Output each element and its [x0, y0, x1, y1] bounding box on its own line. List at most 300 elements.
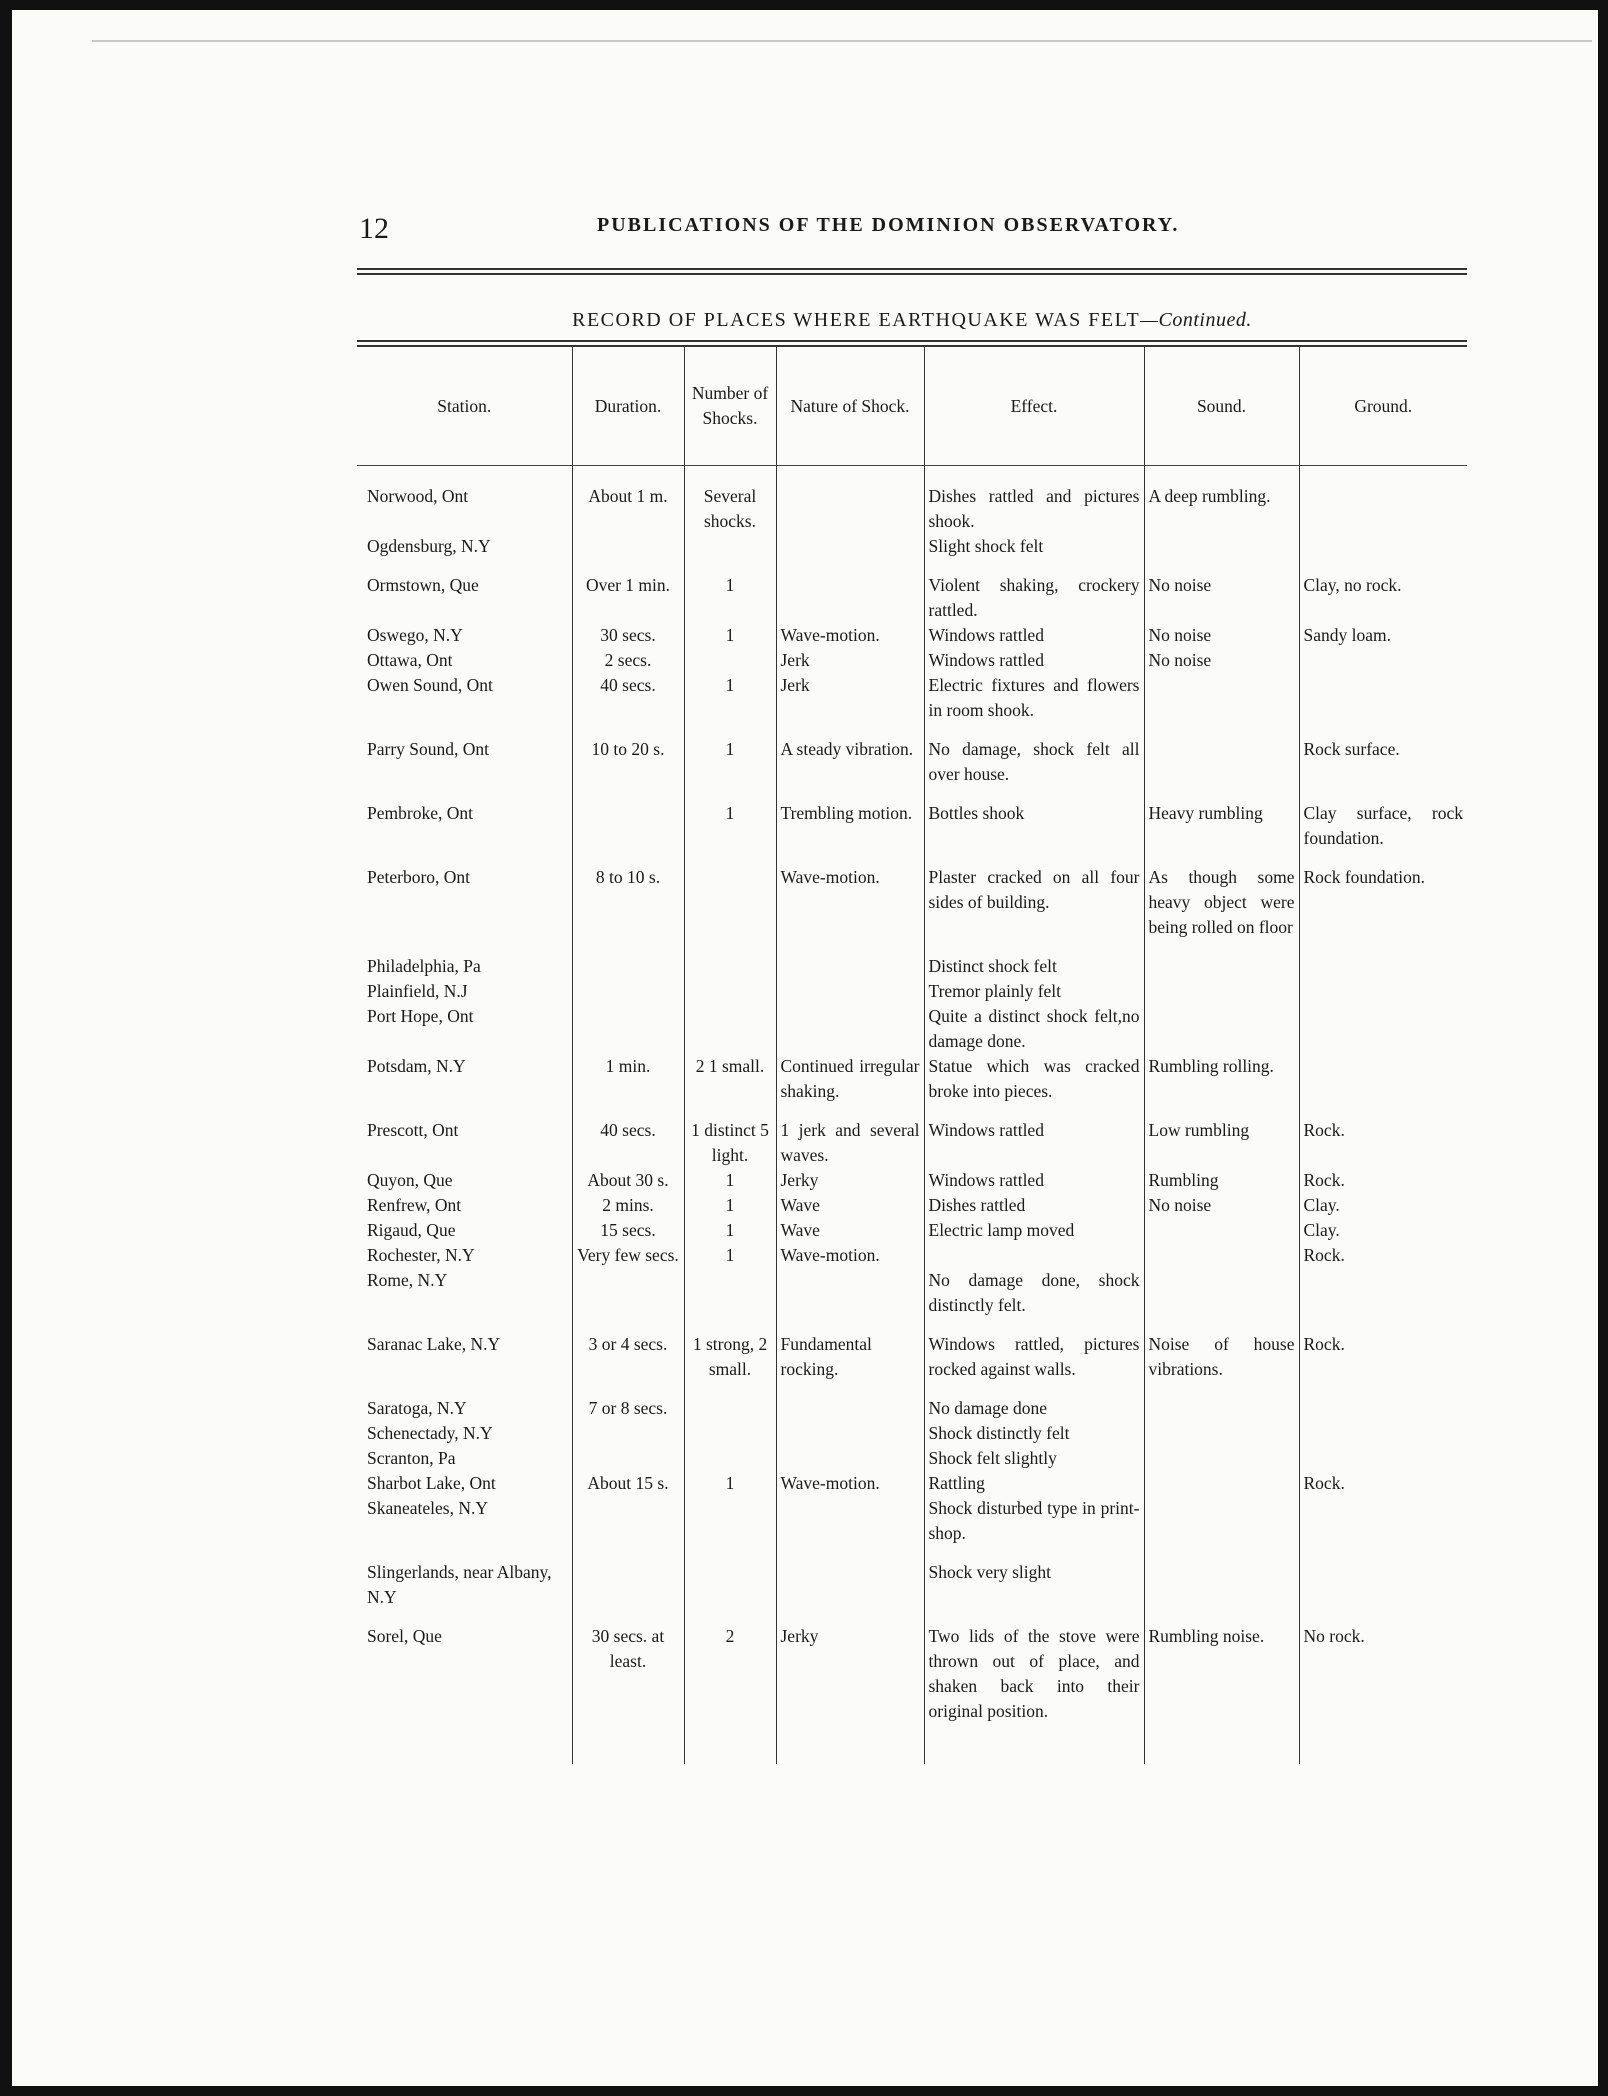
- spacer-cell: [1299, 723, 1467, 737]
- sound-cell: No noise: [1144, 1193, 1299, 1218]
- table-row: [357, 466, 1467, 535]
- duration-cell: [572, 954, 684, 979]
- effect-cell: Rattling: [924, 1471, 1144, 1496]
- duration-cell: 40 secs.: [572, 673, 684, 723]
- spacer-cell: [1299, 1610, 1467, 1624]
- sound-cell: [1144, 954, 1299, 979]
- duration-cell: 8 to 10 s.: [572, 865, 684, 940]
- page-number: 12: [359, 212, 389, 245]
- shocks-cell: [684, 1496, 776, 1546]
- spacer-cell: [924, 787, 1144, 801]
- spacer-cell: [776, 851, 924, 865]
- station-cell: Ogdensburg, N.Y: [367, 536, 491, 556]
- nature-cell: [776, 1560, 924, 1610]
- ground-cell: Rock foundation.: [1299, 865, 1467, 940]
- row-spacer: [357, 559, 1467, 573]
- spacer-cell: [1299, 787, 1467, 801]
- spacer-cell: [572, 1382, 684, 1396]
- table-row: [357, 1193, 1467, 1218]
- effect-cell: No damage done: [924, 1396, 1144, 1421]
- earthquake-record-table: [357, 340, 1467, 1764]
- nature-cell: Wave-motion.: [776, 1471, 924, 1496]
- spacer-cell: [684, 1104, 776, 1118]
- shocks-cell: 1: [684, 1471, 776, 1496]
- table-row: [357, 979, 1467, 1004]
- effect-cell: Quite a distinct shock felt,no damage done.: [924, 1004, 1144, 1054]
- spacer-cell: [776, 1546, 924, 1560]
- duration-cell: [572, 801, 684, 851]
- effect-cell: Dishes rattled: [924, 1193, 1144, 1218]
- effect-cell: No damage, shock felt all over house.: [924, 737, 1144, 787]
- shocks-cell: 1: [684, 1193, 776, 1218]
- row-spacer: [357, 1546, 1467, 1560]
- station-cell: Potsdam, N.Y: [367, 1056, 466, 1076]
- ground-cell: [1299, 466, 1467, 535]
- spacer-cell: [1144, 1610, 1299, 1624]
- scanned-page: [12, 10, 1598, 2086]
- nature-cell: [776, 1004, 924, 1054]
- effect-cell: Windows rattled: [924, 648, 1144, 673]
- duration-cell: 3 or 4 secs.: [572, 1332, 684, 1382]
- duration-cell: [572, 1560, 684, 1610]
- table-row: [357, 1118, 1467, 1168]
- ground-cell: [1299, 648, 1467, 673]
- row-spacer: [357, 1104, 1467, 1118]
- ground-cell: Clay.: [1299, 1218, 1467, 1243]
- sound-cell: [1144, 673, 1299, 723]
- spacer-cell: [357, 1546, 572, 1560]
- station-cell: Norwood, Ont: [367, 486, 469, 506]
- ground-cell: Rock.: [1299, 1168, 1467, 1193]
- effect-cell: Plaster cracked on all four sides of building.: [924, 865, 1144, 940]
- spacer-cell: [357, 559, 572, 573]
- shocks-cell: [684, 1560, 776, 1610]
- spacer-cell: [684, 1724, 776, 1764]
- spacer-cell: [924, 559, 1144, 573]
- running-head: PUBLICATIONS OF THE DOMINION OBSERVATORY.: [597, 214, 1180, 236]
- station-cell: Quyon, Que: [367, 1170, 453, 1190]
- effect-cell: Bottles shook: [924, 801, 1144, 851]
- duration-cell: About 15 s.: [572, 1471, 684, 1496]
- duration-cell: Very few secs.: [572, 1243, 684, 1268]
- row-spacer: [357, 1382, 1467, 1396]
- table-row: [357, 534, 1467, 559]
- ground-cell: Rock.: [1299, 1118, 1467, 1168]
- spacer-cell: [924, 1546, 1144, 1560]
- table-row: [357, 1268, 1467, 1318]
- station-cell: Skaneateles, N.Y: [367, 1498, 489, 1518]
- station-cell: Sharbot Lake, Ont: [367, 1473, 496, 1493]
- station-cell: Saranac Lake, N.Y: [367, 1334, 501, 1354]
- shocks-cell: 1: [684, 801, 776, 851]
- spacer-cell: [776, 1724, 924, 1764]
- effect-cell: [924, 1243, 1144, 1268]
- spacer-cell: [572, 1104, 684, 1118]
- effect-cell: No damage done, shock distinctly felt.: [924, 1268, 1144, 1318]
- spacer-cell: [684, 787, 776, 801]
- duration-cell: [572, 1004, 684, 1054]
- spacer-cell: [357, 1610, 572, 1624]
- nature-cell: Continued irregular shaking.: [776, 1054, 924, 1104]
- spacer-cell: [684, 851, 776, 865]
- shocks-cell: 1 strong, 2 small.: [684, 1332, 776, 1382]
- effect-cell: Statue which was cracked broke into pieces.: [924, 1054, 1144, 1104]
- station-cell: Owen Sound, Ont: [367, 675, 493, 695]
- spacer-cell: [1144, 559, 1299, 573]
- shocks-cell: [684, 1396, 776, 1421]
- nature-cell: [776, 573, 924, 623]
- ground-cell: [1299, 534, 1467, 559]
- table-row: [357, 1004, 1467, 1054]
- ground-cell: [1299, 1560, 1467, 1610]
- sound-cell: Rumbling rolling.: [1144, 1054, 1299, 1104]
- spacer-cell: [357, 1382, 572, 1396]
- station-cell: Rigaud, Que: [367, 1220, 456, 1240]
- shocks-cell: 1: [684, 623, 776, 648]
- shocks-cell: 2 1 small.: [684, 1054, 776, 1104]
- shocks-cell: [684, 1268, 776, 1318]
- nature-cell: [776, 1421, 924, 1446]
- ground-cell: [1299, 1054, 1467, 1104]
- station-cell: Peterboro, Ont: [367, 867, 471, 887]
- station-cell: Schenectady, N.Y: [367, 1423, 493, 1443]
- duration-cell: 10 to 20 s.: [572, 737, 684, 787]
- effect-cell: Windows rattled: [924, 1118, 1144, 1168]
- table-row: [357, 648, 1467, 673]
- spacer-cell: [1144, 940, 1299, 954]
- table-row: [357, 1446, 1467, 1471]
- shocks-cell: 1: [684, 673, 776, 723]
- spacer-cell: [1299, 1382, 1467, 1396]
- sound-cell: [1144, 979, 1299, 1004]
- spacer-cell: [1299, 1724, 1467, 1764]
- shocks-cell: 1: [684, 737, 776, 787]
- table-body: [357, 466, 1467, 1765]
- station-cell: Ormstown, Que: [367, 575, 479, 595]
- effect-cell: Distinct shock felt: [924, 954, 1144, 979]
- sound-cell: Low rumbling: [1144, 1118, 1299, 1168]
- sound-cell: [1144, 1560, 1299, 1610]
- spacer-cell: [924, 1318, 1144, 1332]
- table-row: [357, 623, 1467, 648]
- station-cell: Sorel, Que: [367, 1626, 442, 1646]
- table-row: [357, 1243, 1467, 1268]
- table-bottom-space: [357, 1724, 1467, 1764]
- spacer-cell: [924, 1104, 1144, 1118]
- spacer-cell: [776, 1610, 924, 1624]
- table-row: [357, 1396, 1467, 1421]
- sound-cell: [1144, 737, 1299, 787]
- effect-cell: Two lids of the stove were thrown out of place, and shaken back into their original position.: [924, 1624, 1144, 1724]
- sound-cell: [1144, 1446, 1299, 1471]
- spacer-cell: [684, 1318, 776, 1332]
- shocks-cell: [684, 648, 776, 673]
- spacer-cell: [572, 559, 684, 573]
- shocks-cell: [684, 979, 776, 1004]
- row-spacer: [357, 851, 1467, 865]
- column-header-station: Station.: [357, 346, 572, 466]
- ground-cell: [1299, 1004, 1467, 1054]
- duration-cell: [572, 1446, 684, 1471]
- spacer-cell: [1144, 1546, 1299, 1560]
- sound-cell: Rumbling: [1144, 1168, 1299, 1193]
- duration-cell: 30 secs. at least.: [572, 1624, 684, 1724]
- effect-cell: Windows rattled: [924, 623, 1144, 648]
- table-row: [357, 737, 1467, 787]
- ground-cell: [1299, 979, 1467, 1004]
- ground-cell: Rock.: [1299, 1332, 1467, 1382]
- station-cell: Renfrew, Ont: [367, 1195, 462, 1215]
- spacer-cell: [776, 1382, 924, 1396]
- sound-cell: [1144, 1243, 1299, 1268]
- nature-cell: Jerk: [776, 673, 924, 723]
- duration-cell: About 1 m.: [572, 466, 684, 535]
- spacer-cell: [924, 851, 1144, 865]
- spacer-cell: [1299, 940, 1467, 954]
- spacer-cell: [357, 723, 572, 737]
- nature-cell: [776, 1446, 924, 1471]
- spacer-cell: [924, 1382, 1144, 1396]
- spacer-cell: [357, 1318, 572, 1332]
- table-title-suffix: —Continued.: [1140, 309, 1252, 331]
- station-cell: Rochester, N.Y: [367, 1245, 475, 1265]
- effect-cell: Shock felt slightly: [924, 1446, 1144, 1471]
- sound-cell: Rumbling noise.: [1144, 1624, 1299, 1724]
- table-row: [357, 1496, 1467, 1546]
- spacer-cell: [684, 723, 776, 737]
- shocks-cell: [684, 534, 776, 559]
- spacer-cell: [1299, 1104, 1467, 1118]
- ground-cell: [1299, 1421, 1467, 1446]
- effect-cell: Shock very slight: [924, 1560, 1144, 1610]
- ground-cell: [1299, 1496, 1467, 1546]
- duration-cell: 40 secs.: [572, 1118, 684, 1168]
- spacer-cell: [1144, 1318, 1299, 1332]
- column-header-effect: Effect.: [924, 346, 1144, 466]
- spacer-cell: [1144, 787, 1299, 801]
- spacer-cell: [572, 1318, 684, 1332]
- spacer-cell: [684, 1382, 776, 1396]
- nature-cell: Jerky: [776, 1168, 924, 1193]
- table-row: [357, 1332, 1467, 1382]
- header-rule: [357, 268, 1467, 275]
- spacer-cell: [1144, 1104, 1299, 1118]
- spacer-cell: [572, 1546, 684, 1560]
- spacer-cell: [924, 723, 1144, 737]
- duration-cell: [572, 1268, 684, 1318]
- spacer-cell: [1144, 851, 1299, 865]
- duration-cell: 1 min.: [572, 1054, 684, 1104]
- table-row: [357, 801, 1467, 851]
- station-cell: Pembroke, Ont: [367, 803, 473, 823]
- sound-cell: [1144, 1421, 1299, 1446]
- spacer-cell: [1144, 1724, 1299, 1764]
- shocks-cell: [684, 865, 776, 940]
- effect-cell: Slight shock felt: [924, 534, 1144, 559]
- sound-cell: A deep rumbling.: [1144, 466, 1299, 535]
- spacer-cell: [776, 559, 924, 573]
- station-cell: Slingerlands, near Albany, N.Y: [367, 1562, 552, 1607]
- nature-cell: [776, 466, 924, 535]
- duration-cell: [572, 979, 684, 1004]
- shocks-cell: [684, 954, 776, 979]
- ground-cell: Rock surface.: [1299, 737, 1467, 787]
- effect-cell: Electric lamp moved: [924, 1218, 1144, 1243]
- nature-cell: [776, 1268, 924, 1318]
- shocks-cell: 1: [684, 1168, 776, 1193]
- ground-cell: [1299, 1446, 1467, 1471]
- ground-cell: Clay.: [1299, 1193, 1467, 1218]
- row-spacer: [357, 1318, 1467, 1332]
- duration-cell: Over 1 min.: [572, 573, 684, 623]
- spacer-cell: [924, 1610, 1144, 1624]
- nature-cell: [776, 1496, 924, 1546]
- spacer-cell: [572, 1724, 684, 1764]
- spacer-cell: [776, 787, 924, 801]
- duration-cell: 2 mins.: [572, 1193, 684, 1218]
- column-header-sound: Sound.: [1144, 346, 1299, 466]
- effect-cell: Shock disturbed type in print-shop.: [924, 1496, 1144, 1546]
- spacer-cell: [776, 940, 924, 954]
- station-cell: Scranton, Pa: [367, 1448, 456, 1468]
- spacer-cell: [1299, 851, 1467, 865]
- station-cell: Rome, N.Y: [367, 1270, 448, 1290]
- spacer-cell: [357, 787, 572, 801]
- ground-cell: Clay, no rock.: [1299, 573, 1467, 623]
- ground-cell: [1299, 1268, 1467, 1318]
- station-cell: Oswego, N.Y: [367, 625, 463, 645]
- sound-cell: [1144, 1268, 1299, 1318]
- sound-cell: [1144, 1004, 1299, 1054]
- page-content: [357, 190, 1467, 1764]
- column-header-duration: Duration.: [572, 346, 684, 466]
- station-cell: Port Hope, Ont: [367, 1006, 474, 1026]
- shocks-cell: 1: [684, 1218, 776, 1243]
- ground-cell: [1299, 1396, 1467, 1421]
- nature-cell: Wave-motion.: [776, 865, 924, 940]
- shocks-cell: 1: [684, 573, 776, 623]
- nature-cell: Trembling motion.: [776, 801, 924, 851]
- sound-cell: [1144, 1396, 1299, 1421]
- table-row: [357, 573, 1467, 623]
- ground-cell: No rock.: [1299, 1624, 1467, 1724]
- table-title-text: RECORD OF PLACES WHERE EARTHQUAKE WAS FELT: [572, 309, 1141, 331]
- table-row: [357, 1560, 1467, 1610]
- effect-cell: Windows rattled: [924, 1168, 1144, 1193]
- column-header-row: [357, 346, 1467, 466]
- shocks-cell: 2: [684, 1624, 776, 1724]
- table-title: [357, 309, 1467, 332]
- nature-cell: Wave: [776, 1218, 924, 1243]
- column-header-ground: Ground.: [1299, 346, 1467, 466]
- spacer-cell: [1299, 559, 1467, 573]
- spacer-cell: [572, 787, 684, 801]
- sound-cell: No noise: [1144, 623, 1299, 648]
- spacer-cell: [924, 940, 1144, 954]
- spacer-cell: [572, 940, 684, 954]
- effect-cell: Shock distinctly felt: [924, 1421, 1144, 1446]
- spacer-cell: [776, 723, 924, 737]
- spacer-cell: [1144, 1382, 1299, 1396]
- duration-cell: [572, 1496, 684, 1546]
- column-header-nature: Nature of Shock.: [776, 346, 924, 466]
- nature-cell: [776, 534, 924, 559]
- table-row: [357, 1218, 1467, 1243]
- row-spacer: [357, 723, 1467, 737]
- sound-cell: Heavy rumbling: [1144, 801, 1299, 851]
- duration-cell: About 30 s.: [572, 1168, 684, 1193]
- duration-cell: 7 or 8 secs.: [572, 1396, 684, 1421]
- shocks-cell: [684, 1004, 776, 1054]
- nature-cell: [776, 954, 924, 979]
- spacer-cell: [572, 851, 684, 865]
- spacer-cell: [357, 940, 572, 954]
- spacer-cell: [572, 1610, 684, 1624]
- nature-cell: Wave-motion.: [776, 623, 924, 648]
- spacer-cell: [684, 1610, 776, 1624]
- spacer-cell: [684, 940, 776, 954]
- column-header-shocks: Number of Shocks.: [684, 346, 776, 466]
- row-spacer: [357, 940, 1467, 954]
- duration-cell: [572, 1421, 684, 1446]
- nature-cell: A steady vibration.: [776, 737, 924, 787]
- shocks-cell: Several shocks.: [684, 466, 776, 535]
- sound-cell: [1144, 1218, 1299, 1243]
- table-row: [357, 1624, 1467, 1724]
- station-cell: Saratoga, N.Y: [367, 1398, 467, 1418]
- ground-cell: Clay surface, rock foundation.: [1299, 801, 1467, 851]
- spacer-cell: [684, 559, 776, 573]
- duration-cell: 30 secs.: [572, 623, 684, 648]
- spacer-cell: [357, 851, 572, 865]
- sound-cell: [1144, 1471, 1299, 1496]
- station-cell: Ottawa, Ont: [367, 650, 453, 670]
- spacer-cell: [1299, 1318, 1467, 1332]
- ground-cell: [1299, 954, 1467, 979]
- effect-cell: Dishes rattled and pictures shook.: [924, 466, 1144, 535]
- spacer-cell: [357, 1724, 572, 1764]
- duration-cell: 2 secs.: [572, 648, 684, 673]
- table-row: [357, 673, 1467, 723]
- nature-cell: 1 jerk and several waves.: [776, 1118, 924, 1168]
- row-spacer: [357, 1610, 1467, 1624]
- duration-cell: 15 secs.: [572, 1218, 684, 1243]
- spacer-cell: [684, 1546, 776, 1560]
- spacer-cell: [776, 1318, 924, 1332]
- station-cell: Plainfield, N.J: [367, 981, 468, 1001]
- nature-cell: [776, 1396, 924, 1421]
- effect-cell: Electric fixtures and flowers in room shook.: [924, 673, 1144, 723]
- shocks-cell: 1 distinct 5 light.: [684, 1118, 776, 1168]
- station-cell: Philadelphia, Pa: [367, 956, 481, 976]
- sound-cell: [1144, 534, 1299, 559]
- table-row: [357, 1054, 1467, 1104]
- shocks-cell: [684, 1446, 776, 1471]
- station-cell: Parry Sound, Ont: [367, 739, 490, 759]
- sound-cell: No noise: [1144, 648, 1299, 673]
- row-spacer: [357, 787, 1467, 801]
- nature-cell: [776, 979, 924, 1004]
- nature-cell: Wave-motion.: [776, 1243, 924, 1268]
- nature-cell: Jerk: [776, 648, 924, 673]
- sound-cell: No noise: [1144, 573, 1299, 623]
- ground-cell: Sandy loam.: [1299, 623, 1467, 648]
- ground-cell: [1299, 673, 1467, 723]
- effect-cell: Tremor plainly felt: [924, 979, 1144, 1004]
- spacer-cell: [357, 1104, 572, 1118]
- page-header: [357, 190, 1467, 254]
- spacer-cell: [776, 1104, 924, 1118]
